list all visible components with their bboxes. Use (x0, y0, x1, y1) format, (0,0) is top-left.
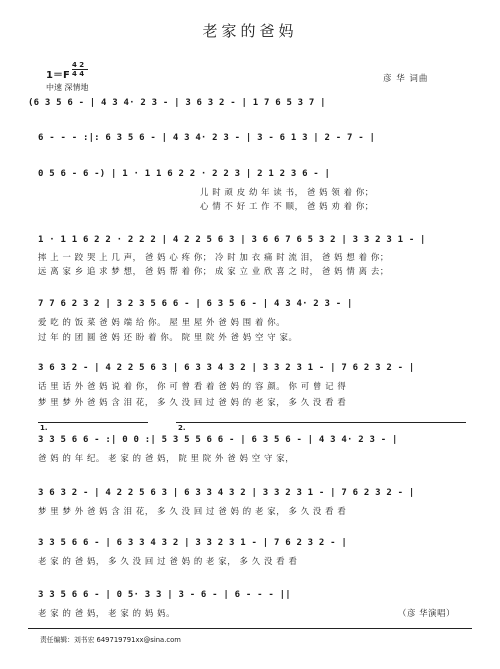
time-signature-bottom: 4 4 (72, 70, 85, 78)
volta-1-bracket (38, 422, 148, 423)
lyric-row-10: 老 家 的 爸 妈， 老 家 的 妈 妈。 (38, 608, 176, 618)
time-signature (72, 61, 88, 78)
editor-credit: 责任编辑：刘书宏 649719791xx@sina.com (40, 636, 181, 644)
key-signature: 1＝F (46, 70, 70, 81)
volta-1-label: 1. (40, 424, 48, 432)
score-row-2: 6 - - - :|: 6 3 5 6 - | 4 3 4· 2 3 - | 3 - 6 1 3 | 2 - 7 - | (38, 133, 376, 143)
score-row-9: 3 3 5 6 6 - | 6 3 3 4 3 2 | 3 3 2 3 1 - | 7 6 2 3 2 - | (38, 538, 348, 548)
singer-credit: （彦 华演唱） (398, 608, 456, 618)
score-row-10: 3 3 5 6 6 - | 0 5· 3 3 | 3 - 6 - | 6 - - - || (38, 590, 291, 600)
score-row-7: 3 3 5 6 6 - :| 0 0 :| 5 3 5 5 6 6 - | 6 3 5 6 - | 4 3 4· 2 3 - | (38, 435, 398, 445)
time-signature-top: 4 2 (72, 61, 85, 69)
lyric-row-7: 爸 妈 的 年 纪。 老 家 的 爸 妈， 院 里 院 外 爸 妈 空 守 家， (38, 453, 295, 463)
lyric-row-9: 老 家 的 爸 妈， 多 久 没 回 过 爸 妈 的 老 家， 多 久 没 看 看 (38, 556, 298, 566)
lyric-row-5-verse-1: 爱 吃 的 饭 菜 爸 妈 端 给 你。 屋 里 屋 外 爸 妈 围 着 你。 (38, 317, 286, 327)
composer-credit: 彦 华 词曲 (383, 74, 429, 84)
score-row-4: 1 · 1 1 6 2 2 · 2 2 2 | 4 2 2 5 6 3 | 3 6 6 7 6 5 3 2 | 3 3 2 3 1 - | (38, 235, 426, 245)
lyric-row-6-verse-1: 话 里 话 外 爸 妈 说 着 你， 你 可 曾 看 着 爸 妈 的 容 颜。 你 可 曾 记 得 (38, 381, 347, 391)
score-row-5: 7 7 6 2 3 2 | 3 2 3 5 6 6 - | 6 3 5 6 - | 4 3 4· 2 3 - | (38, 299, 353, 309)
song-title: 老家的爸妈 (202, 22, 298, 40)
lyric-row-3-verse-1: 儿 时 顽 皮 幼 年 读 书， 爸 妈 领 着 你； (200, 187, 374, 197)
lyric-row-4-verse-2: 远 离 家 乡 追 求 梦 想， 爸 妈 帮 着 你； 成 家 立 业 欣 喜 之 时， 爸 妈 情 离 去； (38, 266, 389, 276)
lyric-row-4-verse-1: 摔 上 一 跤 哭 上 几 声， 爸 妈 心 疼 你； 冷 时 加 衣 痛 时 流 泪， 爸 妈 想 着 你； (38, 252, 389, 262)
lyric-row-5-verse-2: 过 年 的 团 圆 爸 妈 还 盼 着 你。 院 里 院 外 爸 妈 空 守 家。 (38, 332, 298, 342)
score-row-6: 3 6 3 2 - | 4 2 2 5 6 3 | 6 3 3 4 3 2 | 3 3 2 3 1 - | 7 6 2 3 2 - | (38, 363, 415, 373)
score-row-3: 0 5 6 - 6 -) | 1 · 1 1 6 2 2 · 2 2 3 | 2 1 2 3 6 - | (38, 169, 331, 179)
volta-2-label: 2. (178, 424, 186, 432)
tempo-marking: 中速 深情地 (46, 83, 89, 92)
volta-2-bracket (176, 422, 466, 423)
footer-divider (28, 628, 472, 629)
lyric-row-3-verse-2: 心 情 不 好 工 作 不 顺， 爸 妈 劝 着 你； (200, 201, 374, 211)
lyric-row-8: 梦 里 梦 外 爸 妈 含 泪 花， 多 久 没 回 过 爸 妈 的 老 家， 多 久 没 看 看 (38, 506, 347, 516)
score-row-8: 3 6 3 2 - | 4 2 2 5 6 3 | 6 3 3 4 3 2 | 3 3 2 3 1 - | 7 6 2 3 2 - | (38, 488, 415, 498)
lyric-row-6-verse-2: 梦 里 梦 外 爸 妈 含 泪 花， 多 久 没 回 过 爸 妈 的 老 家， 多 久 没 看 看 (38, 397, 347, 407)
score-row-1: (6 3 5 6 - | 4 3 4· 2 3 - | 3 6 3 2 - | 1 7 6 5 3 7 | (28, 98, 326, 108)
